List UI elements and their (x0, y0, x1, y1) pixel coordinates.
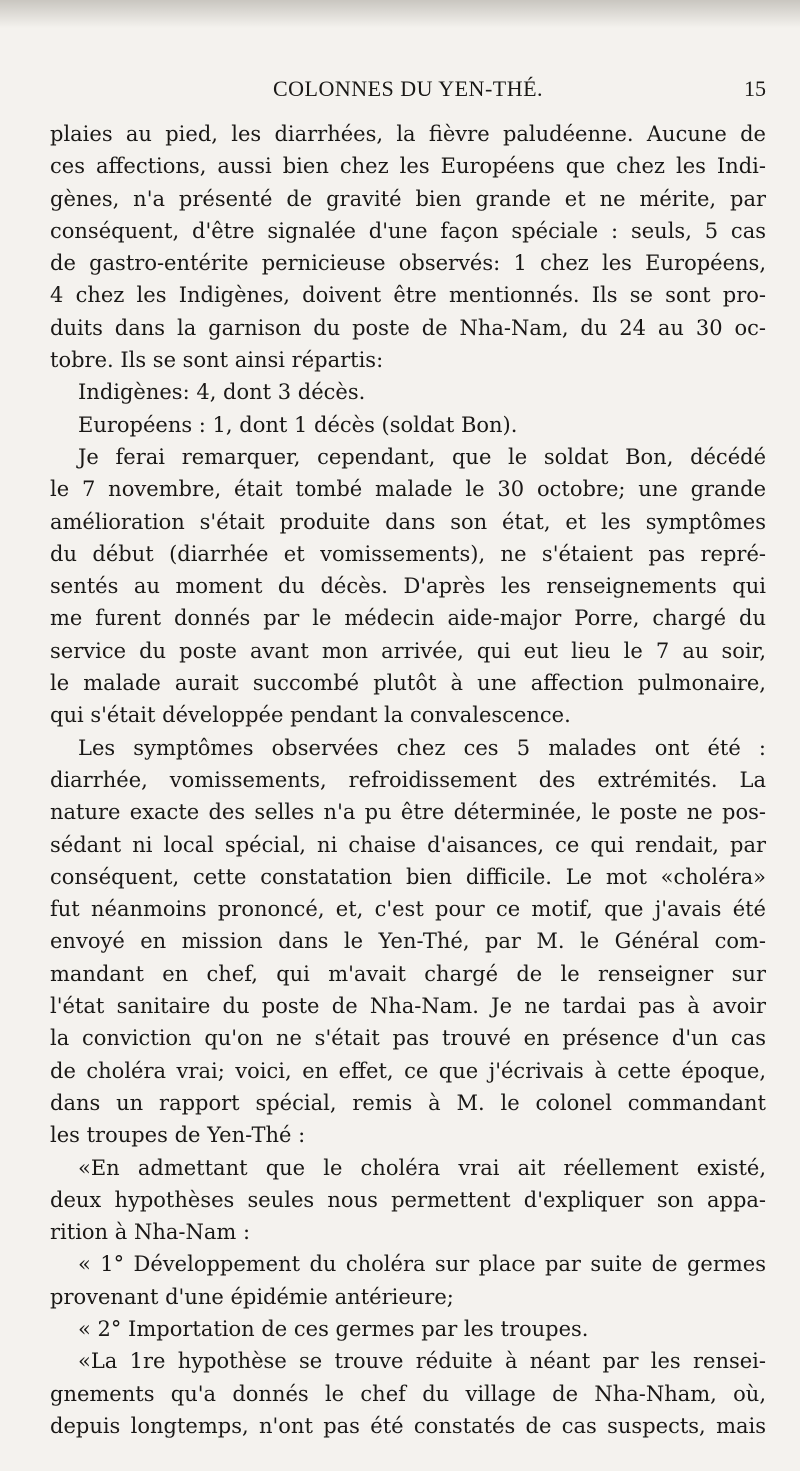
text-line: me furent donnés par le médecin aide-major Porre, chargé du (50, 606, 766, 631)
page-number: 15 (744, 76, 766, 101)
text-line: sédant ni local spécial, ni chaise d'aisances, ce qui rendait, par (50, 832, 766, 857)
text-line: l'état sanitaire du poste de Nha-Nam. Je ne tardai pas à avoir (50, 994, 766, 1019)
text-line: fut néanmoins prononcé, et, c'est pour ce motif, que j'avais été (50, 897, 766, 922)
text-line: «La 1re hypothèse se trouve réduite à néant par les rensei- (78, 1349, 766, 1374)
text-line: deux hypothèses seules nous permettent d'expliquer son appa- (50, 1187, 766, 1212)
text-line: Indigènes: 4, dont 3 décès. (78, 380, 366, 405)
text-line: ces affections, aussi bien chez les Européens que chez les Indi- (50, 154, 766, 179)
text-line: service du poste avant mon arrivée, qui eut lieu le 7 au soir, (50, 638, 766, 663)
text-line: «En admettant que le choléra vrai ait réellement existé, (78, 1155, 766, 1180)
text-line: conséquent, d'être signalée d'une façon spéciale : seuls, 5 cas (50, 218, 766, 243)
page-top-edge (0, 0, 800, 28)
text-line: dans un rapport spécial, remis à M. le colonel commandant (50, 1090, 766, 1115)
text-line: amélioration s'était produite dans son état, et les symptômes (50, 509, 766, 534)
text-line: 4 chez les Indigènes, doivent être mentionnés. Ils se sont pro- (50, 283, 766, 308)
text-line: le 7 novembre, était tombé malade le 30 octobre; une grande (50, 477, 766, 502)
text-line: Les symptômes observées chez ces 5 malades ont été : (78, 735, 766, 760)
text-line: gènes, n'a présenté de gravité bien grande et ne mérite, par (50, 186, 766, 211)
text-line: diarrhée, vomissements, refroidissement des extrémités. La (50, 767, 766, 792)
text-line: provenant d'une épidémie antérieure; (50, 1284, 454, 1309)
text-line: envoyé en mission dans le Yen-Thé, par M. le Général com- (50, 929, 766, 954)
body-text (50, 118, 766, 1442)
text-line: qui s'était développée pendant la convalescence. (50, 703, 571, 728)
text-line: gnements qu'a donnés le chef du village de Nha-Nham, où, (50, 1381, 766, 1406)
text-line: les troupes de Yen-Thé : (50, 1123, 306, 1148)
text-line: de choléra vrai; voici, en effet, ce que j'écrivais à cette époque, (50, 1058, 766, 1083)
text-line: de gastro-entérite pernicieuse observés: 1 chez les Européens, (50, 251, 766, 276)
text-line: sentés au moment du décès. D'après les renseignements qui (50, 574, 766, 599)
text-line: le malade aurait succombé plutôt à une affection pulmonaire, (50, 671, 766, 696)
text-line: « 2° Importation de ces germes par les troupes. (78, 1316, 589, 1341)
running-head (50, 76, 766, 110)
text-line: du début (diarrhée et vomissements), ne s'étaient pas repré- (50, 541, 766, 566)
text-line: conséquent, cette constatation bien difficile. Le mot «choléra» (50, 864, 766, 889)
text-line: depuis longtemps, n'ont pas été constatés de cas suspects, mais (50, 1413, 766, 1438)
running-title: COLONNES DU YEN-THÉ. (272, 76, 544, 101)
text-line: duits dans la garnison du poste de Nha-Nam, du 24 au 30 oc- (50, 315, 766, 340)
text-line: « 1° Développement du choléra sur place par suite de germes (78, 1252, 766, 1277)
text-line: Je ferai remarquer, cependant, que le soldat Bon, décédé (78, 444, 766, 469)
text-line: mandant en chef, qui m'avait chargé de le renseigner sur (50, 961, 766, 986)
text-line: plaies au pied, les diarrhées, la fièvre paludéenne. Aucune de (50, 122, 766, 146)
text-line: nature exacte des selles n'a pu être déterminée, le poste ne pos- (50, 800, 766, 825)
text-line: la conviction qu'on ne s'était pas trouvé en présence d'un cas (50, 1026, 766, 1051)
text-line: rition à Nha-Nam : (50, 1220, 251, 1245)
text-line: Européens : 1, dont 1 décès (soldat Bon). (78, 412, 518, 437)
text-line: tobre. Ils se sont ainsi répartis: (50, 348, 384, 373)
